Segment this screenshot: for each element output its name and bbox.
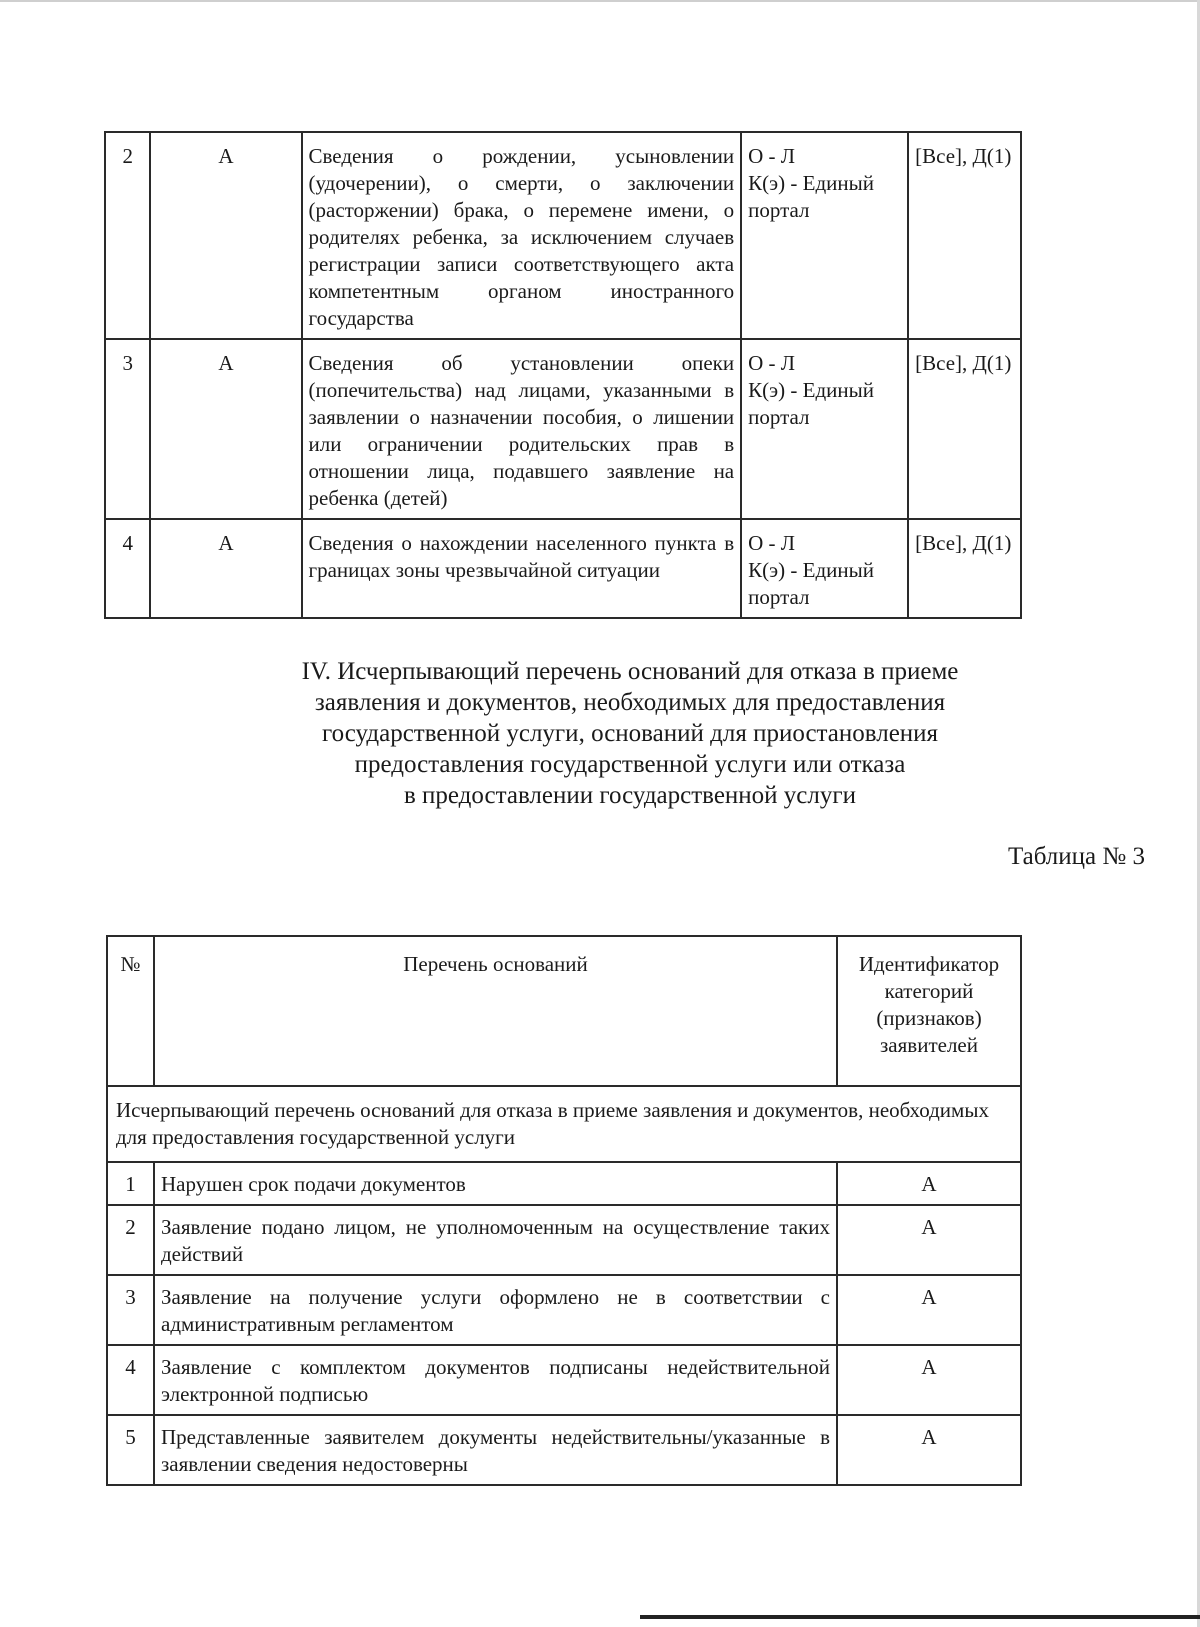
table-caption: Таблица № 3 [1007, 843, 1145, 870]
row-text: Заявление подано лицом, не уполномоченным на осуществление таких действий [154, 1205, 837, 1275]
header-grounds: Перечень оснований [154, 936, 837, 1086]
category-code: А [837, 1275, 1021, 1345]
group-title: Исчерпывающий перечень оснований для отказа в приеме заявления и документов, необходимых для предоставления государственной услуги [107, 1086, 1021, 1162]
row-text: Заявление на получение услуги оформлено не в соответствии с административным регламентом [154, 1275, 837, 1345]
method-line-2: К(э) - Единый портал [748, 171, 874, 222]
category-code: А [837, 1345, 1021, 1415]
heading-line-3: государственной услуги, оснований для приостановления [321, 720, 939, 747]
method-cell [741, 339, 908, 519]
row-number: 1 [107, 1162, 154, 1205]
row-code: [Все], Д(1) [908, 519, 1021, 618]
row-text: Нарушен срок подачи документов [154, 1162, 837, 1205]
table-row [105, 519, 1021, 618]
table-header-row [107, 936, 1021, 1086]
row-number: 3 [107, 1275, 154, 1345]
row-number: 2 [107, 1205, 154, 1275]
method-line-2: К(э) - Единый портал [748, 378, 874, 429]
category-code: А [837, 1415, 1021, 1485]
row-text: Представленные заявителем документы недействительны/указанные в заявлении сведения недостоверны [154, 1415, 837, 1485]
method-cell [741, 519, 908, 618]
header-category: Идентификатор категорий (признаков) заявителей [837, 936, 1021, 1086]
row-code: [Все], Д(1) [908, 339, 1021, 519]
table-row [107, 1162, 1021, 1205]
row-code: [Все], Д(1) [908, 132, 1021, 339]
table-row [107, 1415, 1021, 1485]
row-number: 4 [107, 1345, 154, 1415]
heading-line-1: IV. Исчерпывающий перечень оснований для отказа в приеме [301, 658, 959, 685]
method-line-1: О - Л [748, 531, 796, 555]
page-edge-bottom [640, 1615, 1200, 1619]
table-row [107, 1205, 1021, 1275]
category-code: А [837, 1205, 1021, 1275]
category-code: А [150, 339, 301, 519]
table-row [107, 1345, 1021, 1415]
table-row [107, 1275, 1021, 1345]
row-description: Сведения о рождении, усыновлении (удочерении), о смерти, о заключении (расторжении) брака, о перемене имени, о родителях ребенка, за исключением случаев регистрации записи соответствующего акта компетентным органом иностранного государства [302, 132, 742, 339]
method-line-1: О - Л [748, 351, 796, 375]
heading-line-5: в предоставлении государственной услуги [403, 782, 857, 809]
row-number: 5 [107, 1415, 154, 1485]
row-number: 4 [105, 519, 150, 618]
documents-table [104, 131, 1022, 619]
table-row [105, 132, 1021, 339]
heading-line-4: предоставления государственной услуги или отказа [354, 751, 906, 778]
method-line-1: О - Л [748, 144, 796, 168]
category-code: А [150, 132, 301, 339]
heading-line-2: заявления и документов, необходимых для предоставления [314, 689, 946, 716]
row-description: Сведения об установлении опеки (попечительства) над лицами, указанными в заявлении о назначении пособия, о лишении или ограничении родительских прав в отношении лица, подавшего заявление на ребенка (детей) [302, 339, 742, 519]
method-line-2: К(э) - Единый портал [748, 558, 874, 609]
section-heading [200, 656, 1060, 811]
row-number: 2 [105, 132, 150, 339]
row-description: Сведения о нахождении населенного пункта в границах зоны чрезвычайной ситуации [302, 519, 742, 618]
table-row [105, 339, 1021, 519]
category-code: А [837, 1162, 1021, 1205]
header-number: № [107, 936, 154, 1086]
row-text: Заявление с комплектом документов подписаны недействительной электронной подписью [154, 1345, 837, 1415]
category-code: А [150, 519, 301, 618]
group-row [107, 1086, 1021, 1162]
page-edge-top [0, 0, 1200, 2]
row-number: 3 [105, 339, 150, 519]
refusal-grounds-table [106, 935, 1022, 1486]
method-cell [741, 132, 908, 339]
